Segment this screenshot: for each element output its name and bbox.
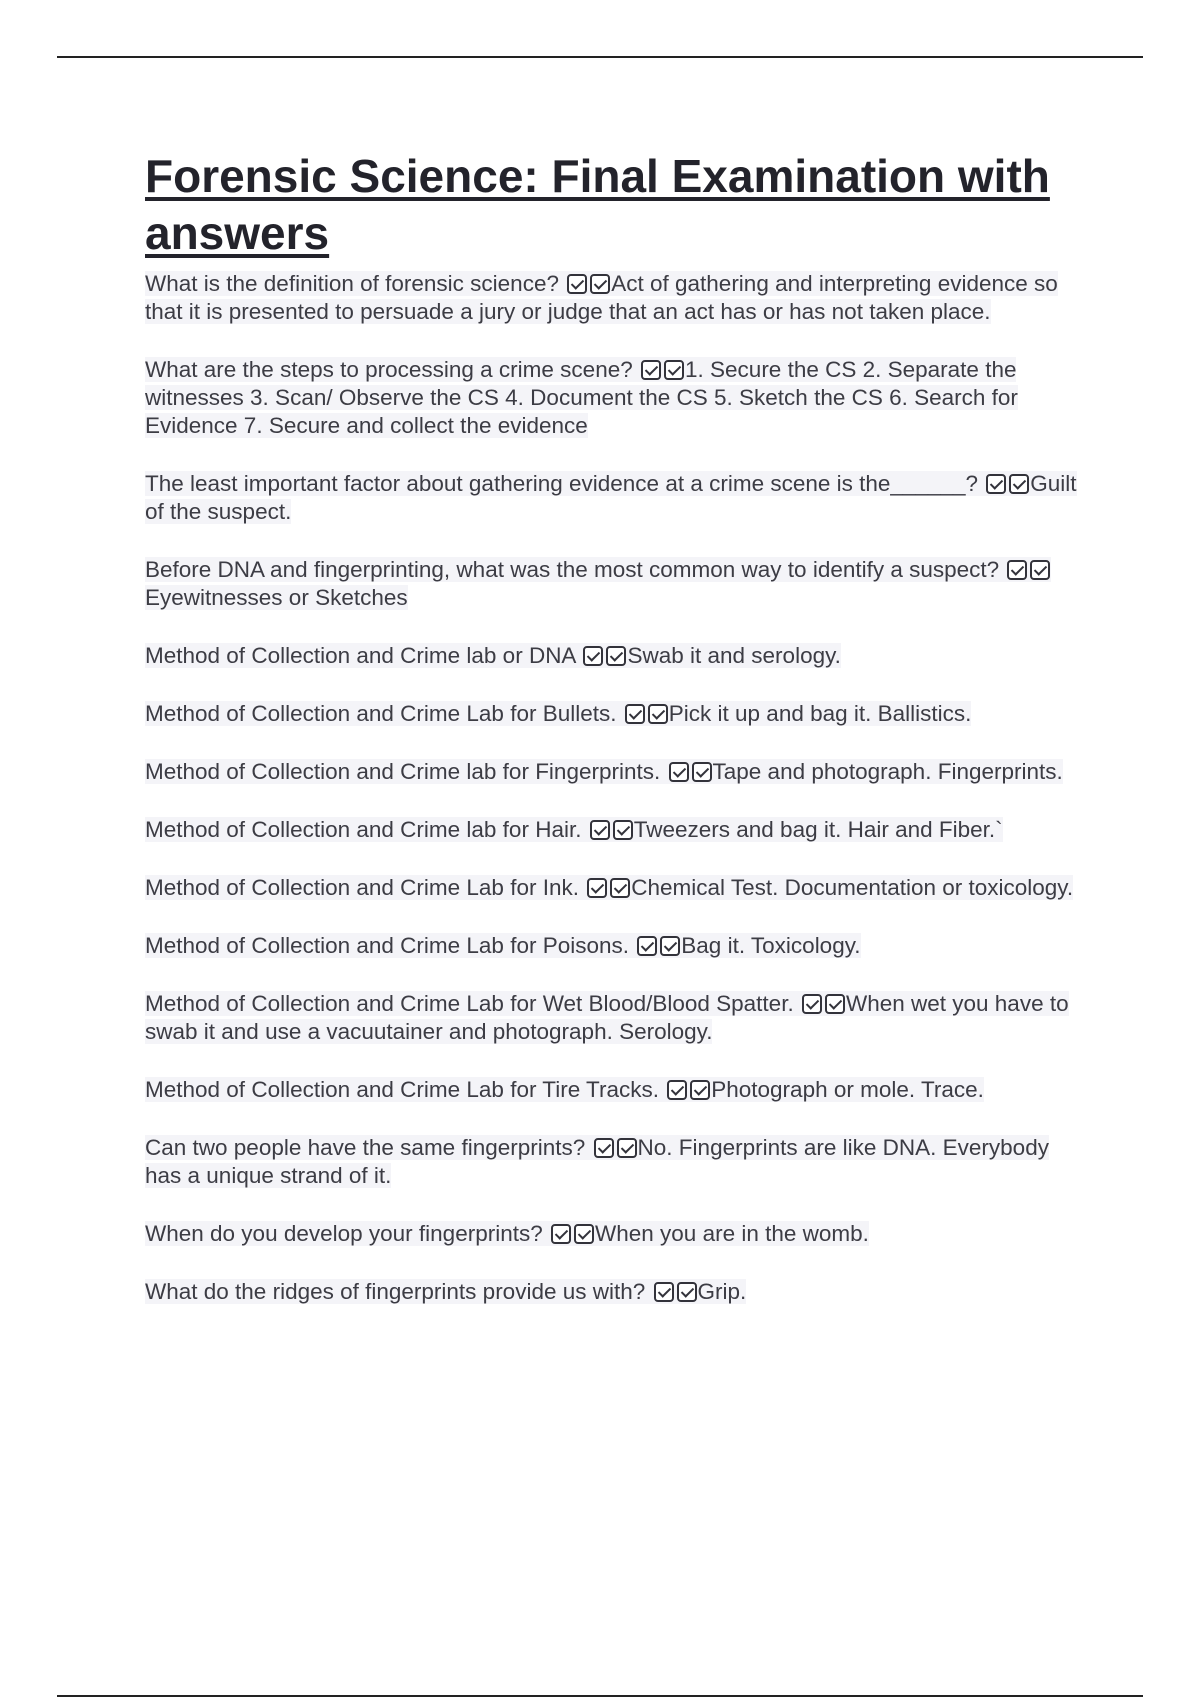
qa-item (145, 1134, 1085, 1190)
checkbox-icon (1007, 560, 1027, 580)
question-text: Method of Collection and Crime lab for Hair. (145, 817, 582, 842)
bottom-rule (57, 1695, 1143, 1697)
checkbox-icon (1030, 560, 1050, 580)
qa-highlight (145, 991, 1069, 1044)
answer-text: Photograph or mole. Trace. (711, 1077, 984, 1102)
question-text: What do the ridges of fingerprints provide us with? (145, 1279, 646, 1304)
qa-item (145, 1278, 1085, 1306)
answer-text: Tweezers and bag it. Hair and Fiber.` (633, 817, 1003, 842)
checkbox-icon (583, 646, 603, 666)
checkbox-icon (802, 994, 822, 1014)
question-text: What is the definition of forensic science? (145, 271, 559, 296)
question-text: Method of Collection and Crime lab for Fingerprints. (145, 759, 661, 784)
checkbox-icon (637, 936, 657, 956)
qa-highlight (145, 271, 1058, 324)
qa-item (145, 1220, 1085, 1248)
checkbox-icon (677, 1282, 697, 1302)
qa-highlight (145, 875, 1073, 900)
checkbox-icon (625, 704, 645, 724)
checkbox-icon (690, 1080, 710, 1100)
checkbox-icon (617, 1138, 637, 1158)
checkbox-icon (613, 820, 633, 840)
checkbox-icon (654, 1282, 674, 1302)
answer-text: Bag it. Toxicology. (681, 933, 861, 958)
checkbox-icon (660, 936, 680, 956)
question-text: When do you develop your fingerprints? (145, 1221, 543, 1246)
qa-highlight (145, 357, 1018, 438)
qa-item (145, 990, 1085, 1046)
qa-highlight (145, 1077, 984, 1102)
checkbox-icon (669, 762, 689, 782)
qa-item (145, 470, 1085, 526)
checkbox-icon (986, 474, 1006, 494)
qa-highlight (145, 817, 1003, 842)
answer-text: 1. Secure the CS 2. Separate the witnesses 3. Scan/ Observe the CS 4. Document the CS 5. Sketch the CS 6. Search for Evidence 7. Secure and collect the evidence (145, 357, 1018, 438)
question-text: Can two people have the same fingerprints? (145, 1135, 586, 1160)
question-text: What are the steps to processing a crime scene? (145, 357, 633, 382)
checkbox-icon (590, 274, 610, 294)
question-text: Method of Collection and Crime lab or DNA (145, 643, 576, 668)
checkbox-icon (594, 1138, 614, 1158)
question-text: The least important factor about gathering evidence at a crime scene is the______? (145, 471, 979, 496)
qa-highlight (145, 471, 1077, 524)
qa-item (145, 816, 1085, 844)
answer-text: Eyewitnesses or Sketches (145, 585, 408, 610)
qa-highlight (145, 643, 841, 668)
checkbox-icon (692, 762, 712, 782)
answer-text: No. Fingerprints are like DNA. Everybody has a unique strand of it. (145, 1135, 1049, 1188)
qa-item (145, 356, 1085, 440)
checkbox-icon (648, 704, 668, 724)
qa-item (145, 874, 1085, 902)
qa-highlight (145, 759, 1063, 784)
qa-item (145, 1076, 1085, 1104)
question-text: Method of Collection and Crime Lab for Wet Blood/Blood Spatter. (145, 991, 794, 1016)
answer-text: When wet you have to swab it and use a vacuutainer and photograph. Serology. (145, 991, 1069, 1044)
qa-highlight (145, 1279, 746, 1304)
question-text: Method of Collection and Crime Lab for Poisons. (145, 933, 630, 958)
checkbox-icon (606, 646, 626, 666)
checkbox-icon (574, 1224, 594, 1244)
answer-text: Pick it up and bag it. Ballistics. (668, 701, 972, 726)
top-rule (57, 56, 1143, 58)
answer-text: Act of gathering and interpreting evidence so that it is presented to persuade a jury or judge that an act has or has not taken place. (145, 271, 1058, 324)
answer-text: Guilt of the suspect. (145, 471, 1077, 524)
checkbox-icon (1009, 474, 1029, 494)
checkbox-icon (667, 1080, 687, 1100)
checkbox-icon (567, 274, 587, 294)
qa-item (145, 642, 1085, 670)
question-text: Before DNA and fingerprinting, what was the most common way to identify a suspect? (145, 557, 1000, 582)
answer-text: When you are in the womb. (595, 1221, 869, 1246)
answer-text: Tape and photograph. Fingerprints. (712, 759, 1063, 784)
answer-text: Grip. (697, 1279, 747, 1304)
page-title: Forensic Science: Final Examination with answers (145, 150, 1050, 259)
qa-highlight (145, 557, 1051, 610)
qa-highlight (145, 933, 861, 958)
question-text: Method of Collection and Crime Lab for Tire Tracks. (145, 1077, 659, 1102)
qa-highlight (145, 701, 971, 726)
checkbox-icon (641, 360, 661, 380)
checkbox-icon (610, 878, 630, 898)
qa-item (145, 758, 1085, 786)
document-body (145, 148, 1085, 1336)
answer-text: Chemical Test. Documentation or toxicology. (631, 875, 1074, 900)
qa-item (145, 270, 1085, 326)
answer-text: Swab it and serology. (627, 643, 841, 668)
checkbox-icon (590, 820, 610, 840)
qa-item (145, 932, 1085, 960)
checkbox-icon (551, 1224, 571, 1244)
qa-highlight (145, 1135, 1049, 1188)
qa-item (145, 556, 1085, 612)
question-text: Method of Collection and Crime Lab for Bullets. (145, 701, 617, 726)
checkbox-icon (664, 360, 684, 380)
qa-highlight (145, 1221, 869, 1246)
question-text: Method of Collection and Crime Lab for Ink. (145, 875, 579, 900)
checkbox-icon (825, 994, 845, 1014)
checkbox-icon (587, 878, 607, 898)
qa-item (145, 700, 1085, 728)
